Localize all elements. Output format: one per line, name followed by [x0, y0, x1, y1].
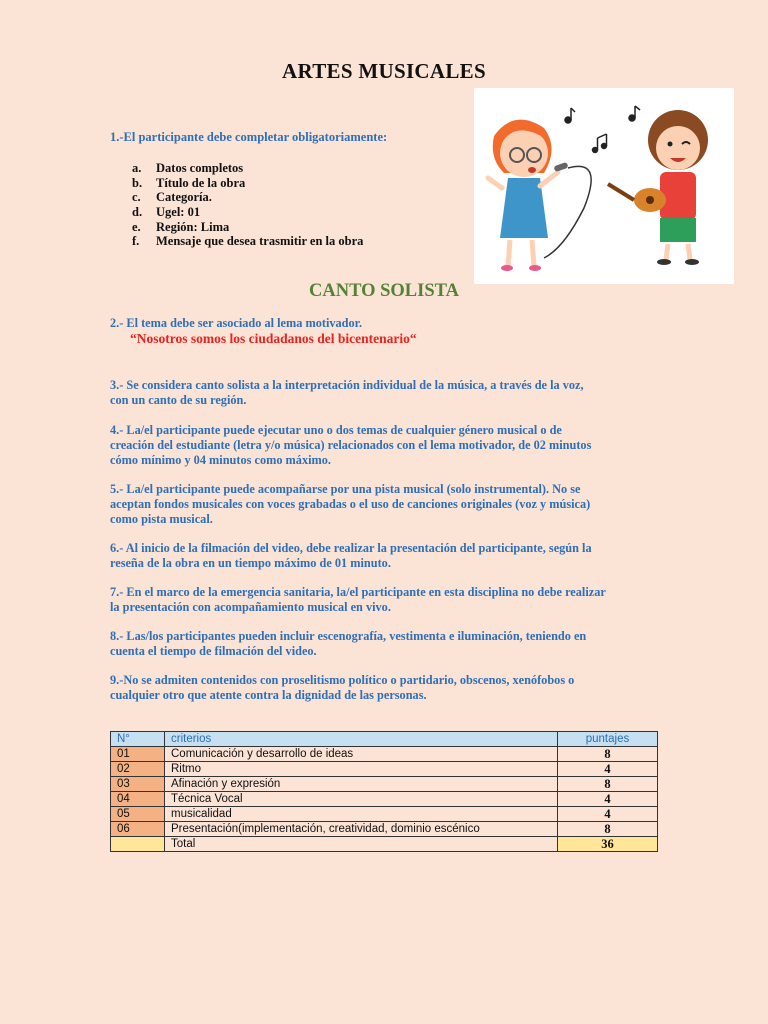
rule-5: [110, 482, 670, 526]
rule-8-line: cuenta el tiempo de filmación del video.: [110, 643, 317, 658]
cell-num: 03: [111, 777, 165, 792]
total-label: Total: [165, 837, 558, 852]
list-item-letter: b.: [132, 175, 143, 190]
header-num: N°: [111, 732, 165, 747]
list-item-text: Ugel: 01: [156, 205, 201, 220]
list-item-letter: a.: [132, 161, 142, 175]
requirements-list: [132, 161, 363, 249]
cell-points: 8: [558, 777, 658, 792]
section-title: CANTO SOLISTA: [309, 281, 459, 301]
list-item: [132, 205, 363, 220]
cell-points: 8: [558, 747, 658, 762]
cell-num: 04: [111, 792, 165, 807]
table-header-row: [111, 732, 658, 747]
children-singing-guitar-icon: [474, 88, 734, 284]
cell-points: 4: [558, 762, 658, 777]
list-item-letter: e.: [132, 219, 141, 234]
intro-instruction: 1.-El participante debe completar obligatoriamente:: [110, 130, 388, 144]
cell-num: 06: [111, 822, 165, 837]
rule-4: [110, 423, 670, 467]
list-item: [132, 176, 363, 191]
cell-criteria: Comunicación y desarrollo de ideas: [165, 747, 558, 762]
list-item-text: Datos completos: [156, 161, 244, 175]
list-item: [132, 161, 363, 176]
table-row: [111, 792, 658, 807]
cell-points: 4: [558, 807, 658, 822]
cell-num: 01: [111, 747, 165, 762]
cell-criteria: Afinación y expresión: [165, 777, 558, 792]
cell-criteria: musicalidad: [165, 807, 558, 822]
table-row: [111, 807, 658, 822]
list-item-text: Mensaje que desea trasmitir en la obra: [156, 234, 364, 249]
rule-5-line: aceptan fondos musicales con voces grabadas o el uso de canciones originales (voz y música): [110, 496, 591, 511]
rule-3-line: 3.- Se considera canto solista a la interpretación individual de la música, a través de la voz,: [110, 378, 584, 392]
children-singing-illustration: [474, 88, 734, 284]
cell-criteria: Presentación(implementación, creatividad, dominio escénico: [165, 822, 558, 837]
criteria-table: [110, 731, 658, 852]
total-points: 36: [558, 837, 658, 852]
rule-6: [110, 541, 670, 571]
rule-4-line: 4.- La/el participante puede ejecutar uno o dos temas de cualquier género musical o de: [110, 423, 562, 437]
table-row: [111, 822, 658, 837]
header-points: puntajes: [558, 732, 658, 747]
rule-3-line: con un canto de su región.: [110, 392, 247, 407]
list-item-text: Categoría.: [156, 190, 212, 205]
list-item-letter: d.: [132, 205, 143, 220]
table-row: [111, 777, 658, 792]
rule-8: [110, 629, 670, 659]
list-item: [132, 234, 363, 249]
list-item: [132, 190, 363, 205]
rule-5-line: 5.- La/el participante puede acompañarse por una pista musical (solo instrumental). No se: [110, 482, 581, 496]
table-row: [111, 747, 658, 762]
cell-num: 02: [111, 762, 165, 777]
list-item-letter: f.: [132, 234, 140, 249]
table-total-row: [111, 837, 658, 852]
cell-criteria: Técnica Vocal: [165, 792, 558, 807]
cell-points: 8: [558, 822, 658, 837]
cell-num: 05: [111, 807, 165, 822]
rule-9-line: cualquier otro que atente contra la dignidad de las personas.: [110, 687, 427, 702]
rule-2: 2.- El tema debe ser asociado al lema motivador.: [110, 316, 363, 330]
rule-7-line: la presentación con acompañamiento musical en vivo.: [110, 599, 391, 614]
rule-4-line: creación del estudiante (letra y/o música) relacionados con el lema motivador, de 02 minutos: [110, 437, 592, 452]
cell-points: 4: [558, 792, 658, 807]
page-title: ARTES MUSICALES: [282, 59, 486, 83]
cell-criteria: Ritmo: [165, 762, 558, 777]
list-item-text: Región: Lima: [156, 219, 230, 234]
rule-9: [110, 673, 670, 703]
list-item: [132, 220, 363, 235]
rule-4-line: cómo mínimo y 04 minutos como máximo.: [110, 452, 331, 467]
motto-text: “Nosotros somos los ciudadanos del bicentenario“: [130, 331, 417, 346]
rule-6-line: 6.- Al inicio de la filmación del video, debe realizar la presentación del participante, según la: [110, 541, 592, 555]
header-criteria: criterios: [165, 732, 558, 747]
cell-empty: [111, 837, 165, 852]
rule-7: [110, 585, 670, 615]
rule-5-line: como pista musical.: [110, 511, 213, 526]
rule-9-line: 9.-No se admiten contenidos con proselitismo político o partidario, obscenos, xenófobos o: [110, 673, 575, 687]
rule-8-line: 8.- Las/los participantes pueden incluir escenografía, vestimenta e iluminación, teniendo en: [110, 629, 587, 643]
rule-3: [110, 378, 670, 408]
rule-6-line: reseña de la obra en un tiempo máximo de 01 minuto.: [110, 555, 391, 570]
list-item-letter: c.: [132, 190, 141, 205]
table-row: [111, 762, 658, 777]
rule-7-line: 7.- En el marco de la emergencia sanitaria, la/el participante en esta disciplina no debe realizar: [110, 585, 606, 599]
list-item-text: Título de la obra: [156, 175, 246, 190]
